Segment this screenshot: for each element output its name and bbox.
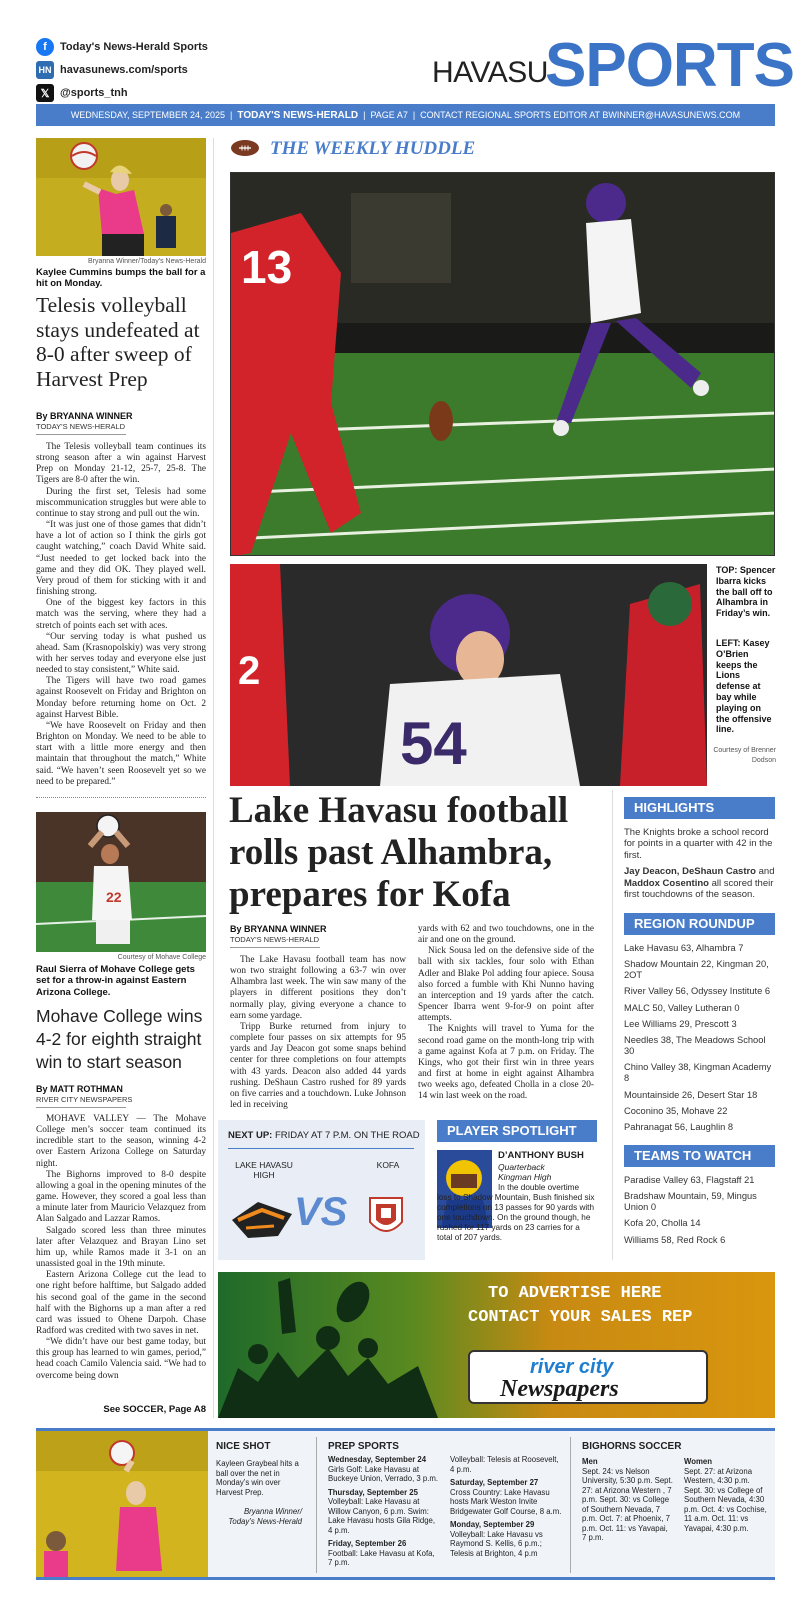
paragraph: The Knights will travel to Yuma for the second road game on the month-long trip with a game against Kofa at 7 p.m. on Friday. The Kings, who got their first win in three years and first at home in eight against Alhambra two weeks ago, defeated Cholla in a close 20-14 win last week on the road. [418, 1024, 594, 1102]
prep-day: Friday, September 26 Football: Lake Havasu at Kofa, 7 p.m. [328, 1539, 435, 1567]
paragraph: Tripp Burke returned from injury to complete four passes on six attempts for 95 yards and Jay Deacon got some snaps behind center for three completions on four attempts with 43 yards. Deacon also added 44 yards rushing. DeShaun Castro rushed for 89 yards on five carries and a touchdown. Luke Johnson led in receiving [230, 1021, 406, 1111]
soccer-byline: By MATT ROTHMAN [36, 1084, 123, 1094]
list-item: Kofa 20, Cholla 14 [624, 1218, 701, 1229]
prep-day: Thursday, September 25 Volleyball: Lake Havasu at Willow Canyon, 6 p.m. Swim: Lake Havasu hosts Gila Ridge, 4 p.m. [328, 1487, 436, 1535]
lake-havasu-knight-logo [228, 1196, 296, 1242]
list-item: Pahranagat 56, Laughlin 8 [624, 1121, 734, 1132]
volleyball-byline-org: TODAY'S NEWS-HERALD [36, 422, 126, 431]
contact-info: CONTACT REGIONAL SPORTS EDITOR AT BWINNER@HAVASUNEWS.COM [420, 110, 741, 120]
football-caption-left: LEFT: Kasey O’Brien keeps the Lions defense at bay while playing on the offensive line. [716, 638, 772, 735]
divider [228, 1148, 414, 1149]
paragraph: MOHAVE VALLEY — The Mohave College men’s soccer team continued its incredible start to the season, winning 4-2 over Eastern Arizona College on Saturday night. [36, 1114, 206, 1169]
volleyball-headline: Telesis volleyball stays undefeated at 8-0 after sweep of Harvest Prep [36, 293, 200, 392]
divider [36, 1107, 126, 1108]
facebook-icon: f [36, 38, 54, 56]
highlights-text-1: The Knights broke a school record for points in a quarter with 42 in the first. [624, 827, 773, 861]
nice-shot-credit: Bryanna Winner/ Today’s News-Herald [228, 1507, 302, 1526]
nice-shot-text: Kayleen Graybeal hits a ball over the net in Monday’s win over Harvest Prep. [216, 1459, 299, 1497]
teams-to-watch-header: TEAMS TO WATCH [624, 1145, 775, 1167]
list-item: Mountainside 26, Desert Star 18 [624, 1089, 758, 1100]
football-kickoff-photo [230, 172, 775, 556]
spotlight-text: In the double overtime loss to Shadow Mountain, Bush finished six completions on 13 passes for 90 yards with one touchdown. On the ground though, he rushed for 117 yards on 23 carries for a total of 207 yards. [437, 1183, 595, 1242]
column-divider [612, 790, 613, 1260]
team1-name: LAKE HAVASU HIGH [235, 1160, 293, 1180]
football-icon [230, 139, 260, 157]
soccer-jump-link[interactable]: See SOCCER, Page A8 [103, 1404, 206, 1415]
team2-name: KOFA [376, 1160, 400, 1170]
divider [570, 1437, 571, 1573]
volleyball-caption: Kaylee Cummins bumps the ball for a hit on Monday. [36, 267, 206, 290]
football-byline-org: TODAY'S NEWS-HERALD [230, 935, 320, 944]
region-roundup-header: REGION ROUNDUP [624, 913, 775, 935]
highlights-text-2: Jay Deacon, DeShaun Castro and Maddox Cosentino all scored their first touchdowns of the season. [624, 866, 775, 900]
paper-name: TODAY'S NEWS-HERALD [237, 109, 359, 121]
soccer-byline-org: RIVER CITY NEWSPAPERS [36, 1095, 133, 1104]
highlights-names-2: Maddox Cosentino [624, 877, 709, 889]
paragraph: The Tigers will have two road games against Roosevelt on Friday and Brighton on Monday before returning home on Oct. 2 against Harvest Bible. [36, 676, 206, 720]
logo-text-1: river city [530, 1356, 614, 1378]
advertisement-banner[interactable] [218, 1272, 775, 1418]
svg-text:2: 2 [238, 649, 261, 693]
list-item: River Valley 56, Odyssey Institute 6 [624, 986, 771, 997]
date-line: WEDNESDAY, SEPTEMBER 24, 2025 [70, 110, 226, 120]
next-up-label: NEXT UP: [228, 1130, 273, 1141]
page-info: PAGE A7 [370, 110, 408, 120]
football-byline: By BRYANNA WINNER [230, 924, 327, 934]
soccer-story [36, 1114, 206, 1382]
nice-shot-title: NICE SHOT [216, 1441, 271, 1452]
soccer-headline: Mohave College wins 4-2 for eighth straight win to start season [36, 1006, 203, 1072]
bighorns-title: BIGHORNS SOCCER [582, 1441, 682, 1452]
soccer-photo-credit: Courtesy of Mohave College [117, 954, 206, 961]
paragraph: The Bighorns improved to 8-0 despite allowing a goal in the opening minutes of the game. However, they scored a goal less than a minute later from Mauricio Velazquez from Alan Salgado and Lazzar Ramos. [36, 1169, 206, 1225]
teams-to-watch-list [624, 1175, 776, 1251]
divider [230, 947, 320, 948]
bighorns-women: Women Sept. 27: at Arizona Western, 4:30 p.m. Sept. 30: vs College of Southern Nevada, 4:30 p.m. Oct. 4: vs Cochise, 11 a.m. Oct. 11: vs Yavapai, 4:30 p.m. [684, 1457, 767, 1533]
highlights-names: Jay Deacon, DeShaun Castro [624, 866, 756, 878]
svg-text:54: 54 [400, 710, 467, 777]
list-item: Bradshaw Mountain, 59, Mingus Union 0 [624, 1191, 757, 1213]
x-link[interactable] [36, 84, 128, 102]
football-headline: Lake Havasu football rolls past Alhambra, prepares for Kofa [229, 790, 569, 915]
divider [36, 434, 126, 435]
bottom-info-band [36, 1428, 775, 1580]
list-item: Lake Havasu 63, Alhambra 7 [624, 943, 744, 953]
highlights-body [624, 827, 776, 905]
list-item: MALC 50, Valley Lutheran 0 [624, 1002, 740, 1013]
bighorns-women-label: Women [684, 1457, 713, 1466]
prep-sports-title: PREP SPORTS [328, 1441, 399, 1452]
football-line-photo [230, 564, 707, 786]
football-story-col1 [230, 955, 406, 1111]
ad-line-2: CONTACT YOUR SALES REP [468, 1308, 693, 1327]
list-item: Shadow Mountain 22, Kingman 20, 2OT [624, 959, 769, 981]
football-caption-top: TOP: Spencer Ibarra kicks the ball off to Alhambra in Friday’s win. [716, 565, 776, 619]
ad-line-1: TO ADVERTISE HERE [488, 1284, 662, 1303]
prep-day: Monday, September 29 Volleyball: Lake Havasu vs Raymond S. Kellis, 6 p.m.; Telesis at Brighton, 4 p.m [450, 1520, 543, 1558]
river-city-logo [468, 1350, 708, 1404]
football-photo-credit: Courtesy of Brenner Dodson [713, 747, 776, 764]
website-label: havasunews.com/sports [60, 64, 188, 76]
list-item: Paradise Valley 63, Flagstaff 21 [624, 1175, 755, 1185]
list-item: Lee Williams 29, Prescott 3 [624, 1018, 737, 1029]
list-item: Chino Valley 38, Kingman Academy 8 [624, 1062, 772, 1084]
website-link[interactable] [36, 61, 188, 79]
bighorns-men-label: Men [582, 1457, 598, 1466]
header-info-bar: WEDNESDAY, SEPTEMBER 24, 2025 | TODAY'S NEWS-HERALD | PAGE A7 | CONTACT REGIONAL SPORTS EDITOR AT BWINNER@HAVASUNEWS.COM [36, 104, 775, 126]
facebook-link[interactable] [36, 38, 208, 56]
x-label: @sports_tnh [60, 87, 128, 99]
list-item: Williams 58, Red Rock 6 [624, 1234, 726, 1245]
newspaper-logo-icon: HN [36, 61, 54, 79]
x-icon: 𝕏 [36, 84, 54, 102]
next-up-box [218, 1120, 425, 1260]
volleyball-photo-credit: Bryanna Winner/Today's News-Herald [87, 258, 206, 265]
volleyball-photo [36, 138, 206, 256]
spotlight-name: D’ANTHONY BUSH [498, 1150, 584, 1161]
vs-badge: VS [294, 1190, 348, 1234]
svg-text:13: 13 [241, 241, 293, 293]
logo-text-2: Newspapers [500, 1376, 619, 1402]
paragraph: “Our serving today is what pushed us ahead. Sam (Krasnopolskiy) was very strong with her serves today and everyone else just needed to stay consistent,” White said. [36, 631, 206, 676]
section-title: THE WEEKLY HUDDLE [270, 138, 476, 159]
paragraph: The Lake Havasu football team has now won two straight following a 63-7 win over Alhambra last week. The win saw many of the players in different positions they don’t normally play, giving everyone a chance to earn some yardage. [230, 955, 406, 1021]
paragraph: During the first set, Telesis had some miscommunication struggles but were able to continue to stay strong and pull out the win. [36, 486, 206, 519]
paragraph: “We didn’t have our best game today, but this group has learned to win games, period,” head coach Camilo Valencia said. “We had to overcome being down [36, 1337, 206, 1381]
highlights-header: HIGHLIGHTS [624, 797, 775, 819]
soccer-photo [36, 812, 206, 952]
column-divider [213, 138, 214, 1418]
masthead-havasu: HAVASU [432, 56, 548, 89]
prep-sports-col2 [450, 1455, 562, 1558]
next-up-line [228, 1130, 420, 1141]
bighorns-men: Men Sept. 24: vs Nelson University, 5:30 p.m. Sept. 27: at Arizona Western , 7 p.m. Sept. 30: vs College of Southern Nevada, 7 p.m. Oct. 7: at Phoenix, 7 p.m. Oct. 11: vs Yavapai, 7 p.m. [582, 1457, 673, 1542]
volleyball-byline: By BRYANNA WINNER [36, 411, 133, 421]
masthead-sports: SPORTS [545, 31, 794, 100]
football-story-col2 [418, 924, 594, 1103]
list-item: Coconino 35, Mohave 22 [624, 1105, 728, 1116]
paragraph: Salgado scored less than three minutes later after Velazquez and Brayan Lino set him up, while Ramos made it 3-1 on an unassisted goal in the 19th minute. [36, 1225, 206, 1270]
paragraph: yards with 62 and two touchdowns, one in the air and one on the ground. [418, 924, 594, 946]
nice-shot-photo [36, 1431, 208, 1577]
spotlight-school: Kingman High [498, 1172, 552, 1182]
divider [316, 1437, 317, 1573]
svg-text:22: 22 [106, 889, 122, 905]
paragraph: “We have Roosevelt on Friday and then Brighton on Monday. We need to be able to start with a little more energy and then maintain that throughout the match,” White said. “We haven’t seen Roosevelt yet so we need to be prepared.” [36, 720, 206, 787]
region-roundup-list [624, 943, 776, 1138]
next-up-time: FRIDAY AT 7 P.M. ON THE ROAD [274, 1130, 420, 1141]
volleyball-story [36, 442, 206, 788]
kofa-shield-logo [368, 1196, 404, 1240]
paragraph: “It was just one of those games that didn’t have a lot of action so I think the girls got caught watching,” coach David White said. “Just needed to get locked back into the game and they did OK. They played well. Very proud of them for sticking with it and finishing strong. [36, 520, 206, 598]
paragraph: Nick Sousa led on the defensive side of the ball with six tackles, four solo with Ethan Adler and Blake Pol adding four apiece. Sousa also forced a fumble with Khi Nunno having an interception and 19 yards after the catch. Spencer Ibarra went 9-for-9 on point after attempts. [418, 946, 594, 1024]
prep-day: Wednesday, September 24 Girls Golf: Lake Havasu at Buckeye Union, Verrado, 3 p.m. [328, 1455, 439, 1483]
spotlight-position: Quarterback [498, 1162, 545, 1172]
spotlight-header: PLAYER SPOTLIGHT [437, 1120, 597, 1142]
paragraph: One of the biggest key factors in this match was the serving, where they had a stretch of points each set with aces. [36, 598, 206, 631]
facebook-label: Today's News-Herald Sports [60, 41, 208, 53]
divider [36, 797, 206, 798]
paragraph: The Telesis volleyball team continues its strong season after a win against Harvest Prep on Monday 21-12, 25-7, 25-8. The Tigers are 8-0 after the win. [36, 442, 206, 486]
list-item: Needles 38, The Meadows School 30 [624, 1034, 766, 1057]
paragraph: Eastern Arizona College cut the lead to one right before halftime, but Salgado added his second goal of the game in the second half with the Bighorns up a man after a red card was issued to Ohene Darpoh. Chase Radford was credited with two saves in net. [36, 1270, 206, 1336]
prep-sports-col1 [328, 1455, 440, 1568]
soccer-caption: Raul Sierra of Mohave College gets set for a throw-in against Eastern Arizona College. [36, 964, 195, 998]
prep-day: Saturday, September 27 Cross Country: Lake Havasu hosts Mark Weston Invite Bridgewater Golf Course, 8 a.m. [450, 1478, 562, 1516]
prep-day: Volleyball: Telesis at Roosevelt, 4 p.m. [450, 1455, 559, 1474]
